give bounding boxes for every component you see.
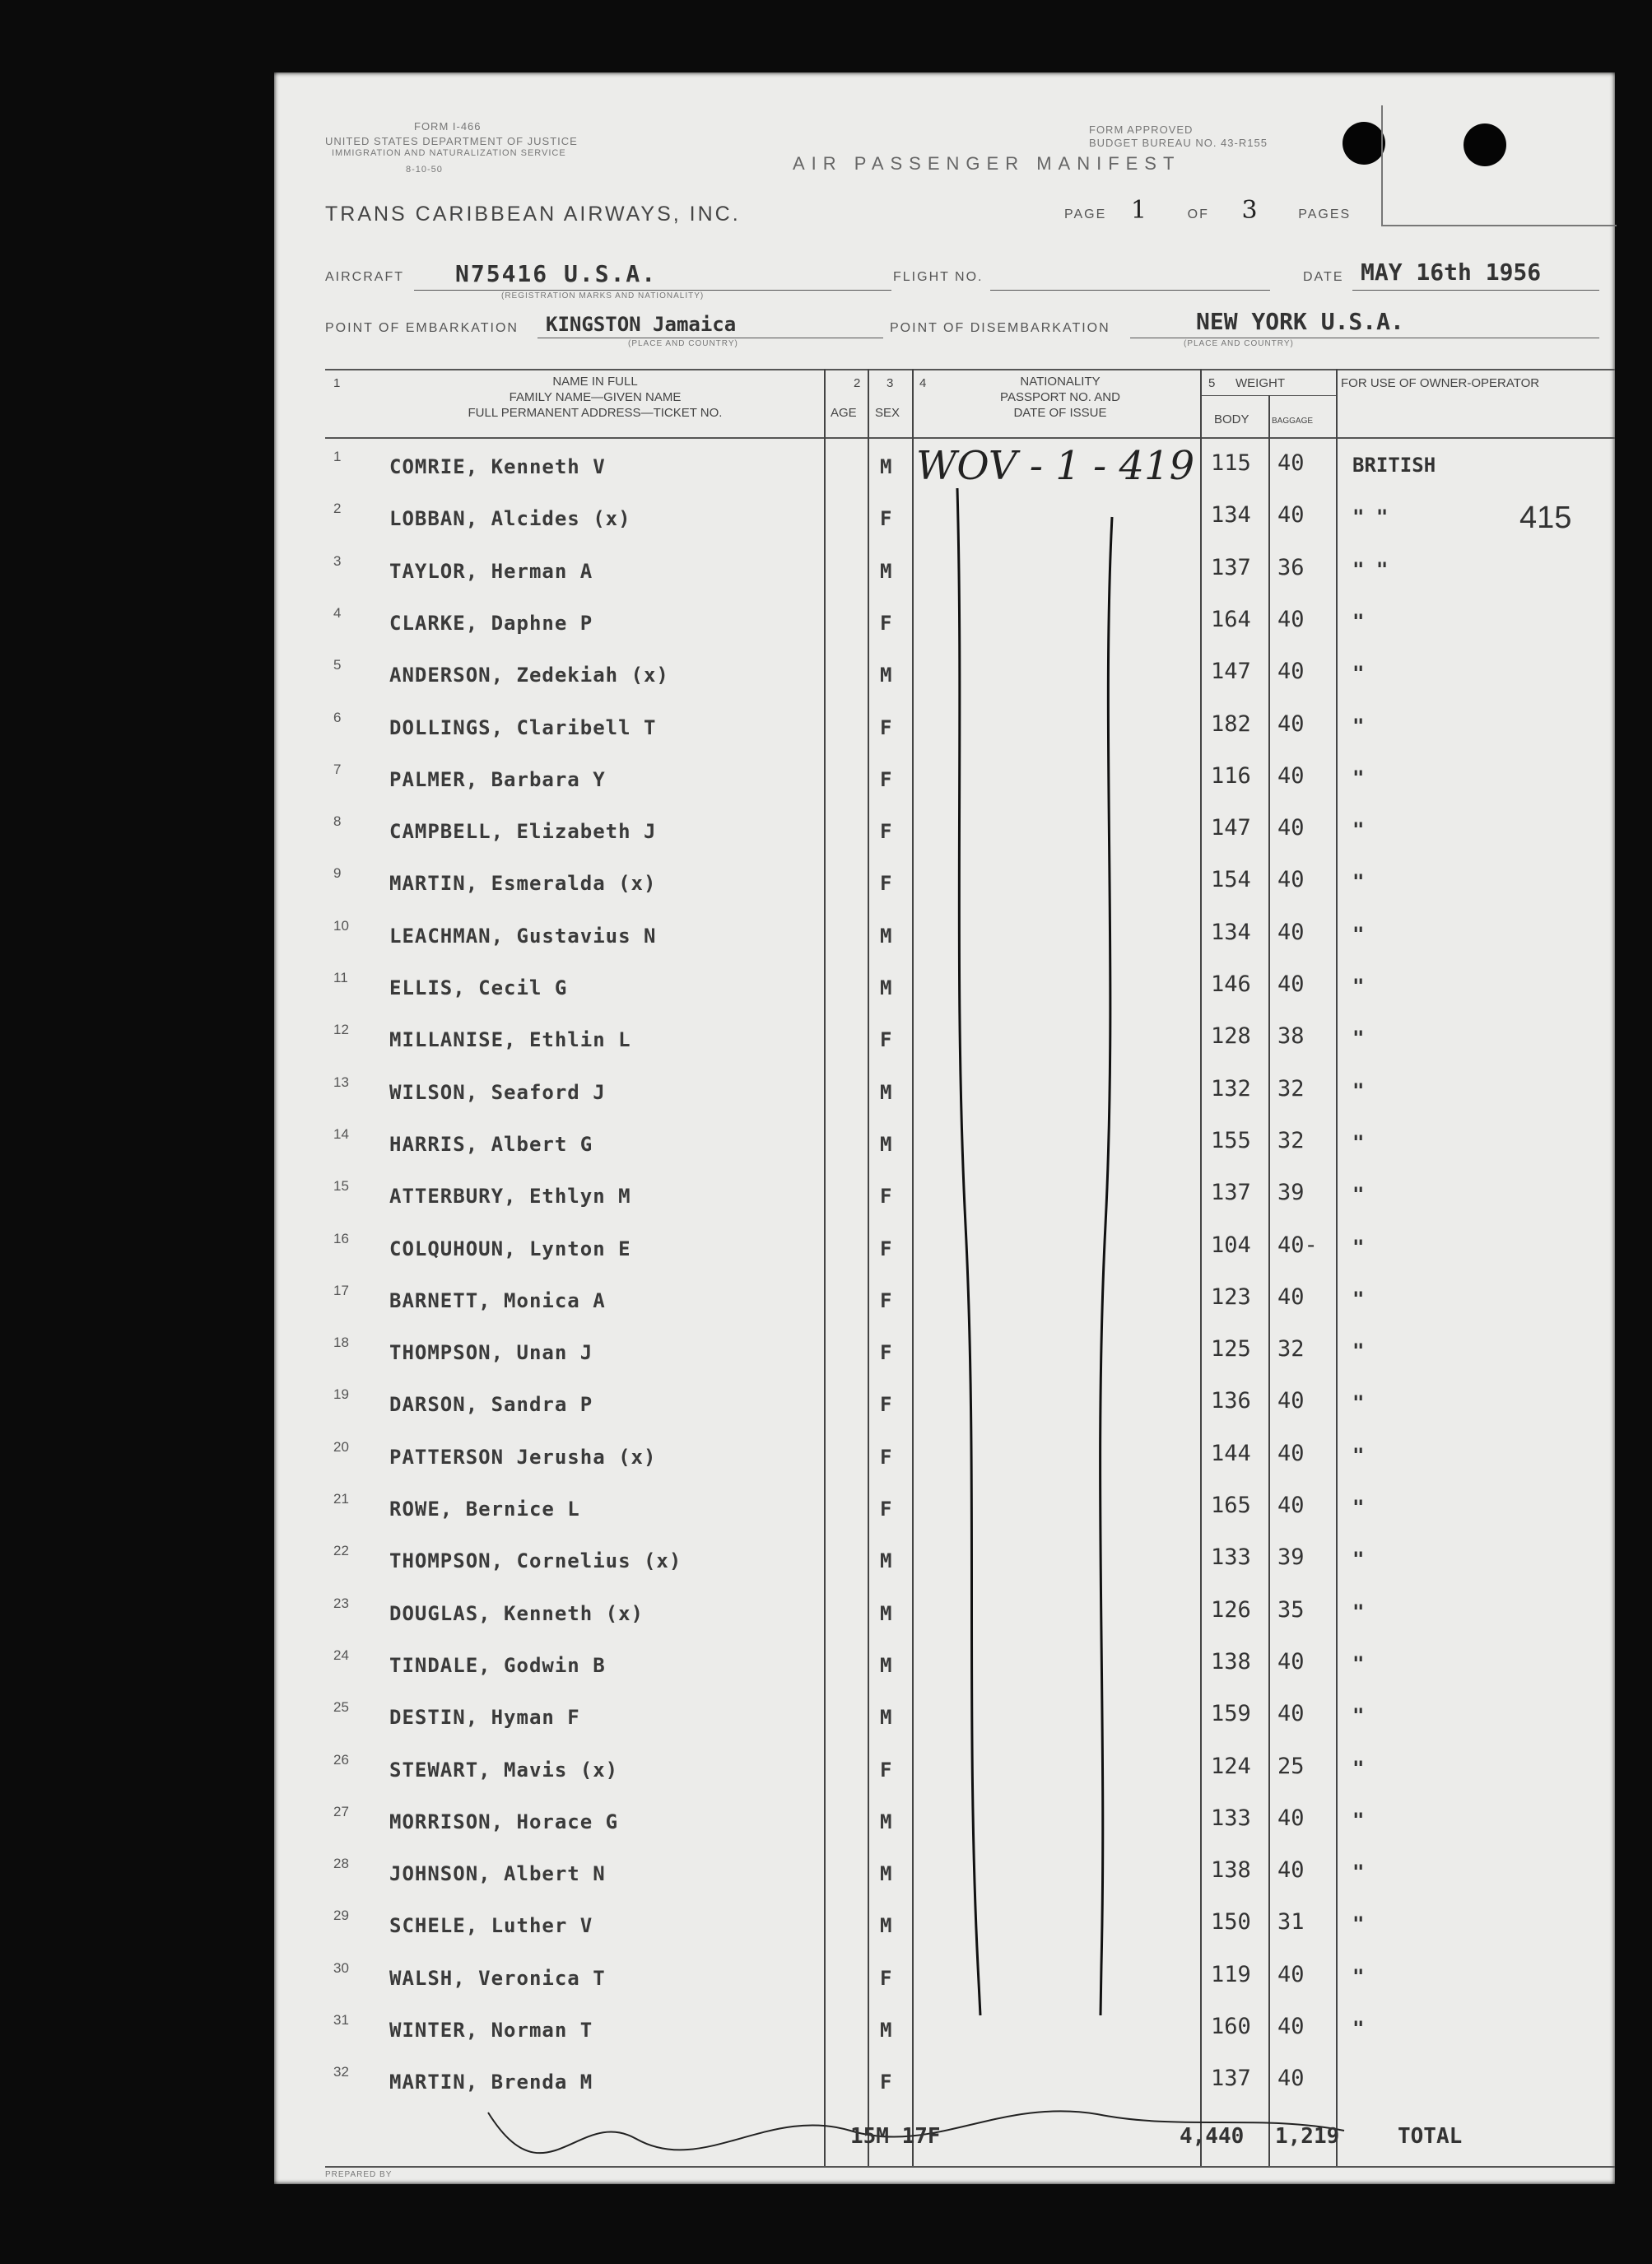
passenger-name: CAMPBELL, Elizabeth J: [389, 820, 657, 844]
baggage-weight: 35: [1277, 1596, 1305, 1623]
prepared-by-label: PREPARED BY: [325, 2170, 393, 2179]
owner-remark: ": [1352, 975, 1365, 998]
baggage-weight: 40: [1277, 2014, 1305, 2039]
passenger-sex: M: [880, 924, 892, 948]
passenger-sex: F: [880, 1758, 892, 1782]
passenger-sex: F: [880, 820, 892, 844]
owner-remark: ": [1352, 662, 1365, 686]
owner-remark: ": [1352, 1027, 1365, 1050]
passenger-sex: M: [880, 1862, 892, 1886]
owner-remark: ": [1352, 1912, 1365, 1936]
form-title: AIR PASSENGER MANIFEST: [793, 153, 1181, 174]
row-number: 24: [333, 1647, 349, 1663]
passenger-sex: F: [880, 1445, 892, 1469]
passenger-sex: F: [880, 1028, 892, 1052]
col5-body-header: BODY: [1214, 412, 1249, 426]
baggage-weight: 40: [1277, 450, 1305, 476]
row-number: 26: [333, 1751, 349, 1768]
passenger-name: COMRIE, Kenneth V: [389, 455, 606, 478]
body-weight: 104: [1211, 1232, 1251, 1258]
passenger-sex: M: [880, 1080, 892, 1104]
page-number: 1: [1130, 196, 1147, 225]
row-number: 25: [333, 1699, 349, 1716]
baggage-weight: 40: [1277, 606, 1305, 632]
row-number: 31: [333, 2012, 349, 2028]
col2-header: AGE: [831, 406, 857, 420]
baggage-weight: 40: [1277, 1440, 1305, 1466]
body-weight: 134: [1211, 502, 1251, 529]
passenger-name: ROWE, Bernice L: [389, 1498, 580, 1521]
side-number: 415: [1519, 501, 1572, 535]
baggage-weight: 40: [1277, 762, 1305, 789]
row-number: 29: [333, 1908, 349, 1924]
baggage-weight: 40: [1277, 1648, 1305, 1675]
passenger-sex: M: [880, 664, 892, 687]
passenger-name: MARTIN, Brenda M: [389, 2071, 593, 2094]
passenger-name: PALMER, Barbara Y: [389, 767, 606, 791]
passenger-sex: M: [880, 976, 892, 999]
owner-remark: ": [1352, 1861, 1365, 1884]
owner-remark: ": [1352, 1078, 1365, 1102]
col5-baggage-header: BAGGAGE: [1272, 417, 1314, 426]
baggage-weight: 40: [1277, 1857, 1305, 1884]
passenger-name: STEWART, Mavis (x): [389, 1758, 619, 1782]
row-number: 7: [333, 761, 342, 777]
body-weight: 144: [1211, 1440, 1251, 1466]
passenger-sex: F: [880, 1966, 892, 1990]
baggage-weight: 25: [1277, 1753, 1305, 1779]
body-weight: 147: [1211, 659, 1251, 685]
owner-remark: ": [1352, 1808, 1365, 1832]
passenger-name: JOHNSON, Albert N: [389, 1862, 606, 1886]
passenger-sex: F: [880, 1288, 892, 1312]
passenger-sex: M: [880, 1653, 892, 1677]
baggage-weight-total: 1,219: [1275, 2124, 1340, 2149]
passenger-name: HARRIS, Albert G: [389, 1132, 593, 1156]
owner-remark: ": [1352, 922, 1365, 946]
col2-number: 2: [854, 376, 861, 390]
body-weight: 159: [1211, 1701, 1251, 1727]
col5-header: WEIGHT: [1236, 376, 1285, 390]
owner-remark: ": [1352, 1496, 1365, 1519]
date-label: DATE: [1303, 270, 1344, 284]
form-date-code: 8-10-50: [406, 165, 443, 175]
passenger-sex: M: [880, 559, 892, 583]
passenger-sex: F: [880, 1498, 892, 1521]
passenger-name: TAYLOR, Herman A: [389, 559, 593, 583]
flight-label: FLIGHT NO.: [893, 270, 984, 284]
baggage-weight: 40: [1277, 1283, 1305, 1310]
passenger-sex: F: [880, 872, 892, 896]
body-weight: 119: [1211, 1961, 1251, 1987]
body-weight: 147: [1211, 815, 1251, 841]
passenger-name: THOMPSON, Unan J: [389, 1341, 593, 1365]
passenger-name: ANDERSON, Zedekiah (x): [389, 664, 669, 687]
row-number: 22: [333, 1543, 349, 1559]
body-weight: 150: [1211, 1909, 1251, 1936]
passenger-sex: F: [880, 1393, 892, 1417]
passenger-name: MORRISON, Horace G: [389, 1810, 619, 1833]
passenger-sex: M: [880, 455, 892, 478]
handwritten-brace-lines: [274, 72, 1615, 2184]
owner-remark: ": [1352, 870, 1365, 894]
row-number: 3: [333, 552, 342, 569]
owner-remark: ": [1352, 1130, 1365, 1154]
col4-header-line3: DATE OF ISSUE: [1013, 406, 1107, 420]
body-weight: 165: [1211, 1493, 1251, 1518]
row-number: 27: [333, 1803, 349, 1819]
col3-header: SEX: [875, 406, 900, 420]
page-label: PAGE: [1064, 207, 1107, 221]
row-number: 19: [333, 1386, 349, 1403]
baggage-weight: 32: [1277, 1127, 1305, 1153]
row-number: 2: [333, 501, 342, 517]
baggage-weight: 40: [1277, 1493, 1305, 1518]
body-weight: 136: [1211, 1388, 1251, 1414]
col5-number: 5: [1208, 376, 1216, 390]
body-weight: 124: [1211, 1753, 1251, 1779]
col3-number: 3: [886, 376, 894, 390]
passenger-name: LOBBAN, Alcides (x): [389, 507, 631, 531]
body-weight: 160: [1211, 2014, 1251, 2039]
col1-number: 1: [333, 376, 341, 390]
passenger-name: CLARKE, Daphne P: [389, 611, 593, 635]
passenger-name: DESTIN, Hyman F: [389, 1706, 580, 1730]
aircraft-label: AIRCRAFT: [325, 270, 404, 284]
owner-remark: BRITISH: [1352, 454, 1436, 477]
handwritten-code: WOV - 1 - 419: [916, 443, 1195, 489]
row-number: 13: [333, 1074, 349, 1090]
baggage-weight: 38: [1277, 1023, 1305, 1050]
passenger-name: THOMPSON, Cornelius (x): [389, 1549, 682, 1573]
baggage-weight: 40: [1277, 2066, 1305, 2092]
body-weight: 138: [1211, 1857, 1251, 1884]
col1-header-line2: FAMILY NAME—GIVEN NAME: [509, 390, 682, 404]
baggage-weight: 39: [1277, 1544, 1305, 1571]
owner-remark: ": [1352, 609, 1365, 633]
aircraft-sub: (REGISTRATION MARKS AND NATIONALITY): [501, 291, 705, 300]
baggage-weight: 40: [1277, 1805, 1305, 1831]
baggage-weight: 40: [1277, 971, 1305, 997]
department: UNITED STATES DEPARTMENT OF JUSTICE: [325, 135, 578, 147]
owner-remark: ": [1352, 766, 1365, 790]
row-number: 23: [333, 1595, 349, 1611]
row-number: 1: [333, 449, 342, 464]
passenger-name: DARSON, Sandra P: [389, 1393, 593, 1417]
total-pages: 3: [1241, 196, 1258, 225]
passenger-sex: M: [880, 1601, 892, 1625]
row-number: 20: [333, 1438, 349, 1455]
disembarkation-value: NEW YORK U.S.A.: [1196, 308, 1404, 335]
baggage-weight: 40: [1277, 1961, 1305, 1987]
passenger-sex: M: [880, 1914, 892, 1938]
passenger-name: ATTERBURY, Ethlyn M: [389, 1185, 631, 1209]
pages-label: PAGES: [1298, 207, 1352, 221]
owner-remark: ": [1352, 1391, 1365, 1415]
passenger-sex: F: [880, 611, 892, 635]
row-number: 11: [333, 970, 348, 985]
passenger-sex: F: [880, 1237, 892, 1260]
col1-header-line1: NAME IN FULL: [552, 375, 638, 389]
row-number: 32: [333, 2064, 349, 2080]
owner-remark: ": [1352, 2017, 1365, 2040]
body-weight: 132: [1211, 1075, 1251, 1102]
carrier-name: TRANS CARIBBEAN AIRWAYS, INC.: [325, 203, 741, 226]
body-weight: 134: [1211, 919, 1251, 945]
body-weight: 138: [1211, 1648, 1251, 1675]
baggage-weight: 32: [1277, 1336, 1305, 1363]
body-weight: 116: [1211, 762, 1251, 789]
row-number: 4: [333, 604, 342, 621]
baggage-weight: 36: [1277, 554, 1305, 580]
row-number: 10: [333, 917, 349, 934]
body-weight: 128: [1211, 1023, 1251, 1050]
embarkation-sub: (PLACE AND COUNTRY): [628, 339, 738, 348]
body-weight: 146: [1211, 971, 1251, 997]
owner-remark: ": [1352, 1443, 1365, 1467]
body-weight: 155: [1211, 1127, 1251, 1153]
owner-remark: ": [1352, 1964, 1365, 1988]
passenger-name: DOLLINGS, Claribell T: [389, 715, 657, 739]
baggage-weight: 40: [1277, 502, 1305, 529]
row-number: 16: [333, 1230, 349, 1246]
owner-remark: ": [1352, 1235, 1365, 1259]
owner-remark: " ": [1352, 557, 1389, 581]
owner-remark: " ": [1352, 505, 1389, 529]
baggage-weight: 40: [1277, 1388, 1305, 1414]
row-number: 8: [333, 813, 342, 830]
passenger-name: ELLIS, Cecil G: [389, 976, 568, 999]
owner-remark: ": [1352, 818, 1365, 842]
passenger-name: DOUGLAS, Kenneth (x): [389, 1601, 644, 1625]
disembarkation-label: POINT OF DISEMBARKATION: [890, 321, 1110, 335]
owner-remark: ": [1352, 1287, 1365, 1311]
body-weight: 123: [1211, 1283, 1251, 1310]
owner-remark: ": [1352, 1339, 1365, 1363]
baggage-weight: 40: [1277, 659, 1305, 685]
body-weight: 137: [1211, 2066, 1251, 2092]
body-weight: 133: [1211, 1805, 1251, 1831]
body-weight: 133: [1211, 1544, 1251, 1571]
baggage-weight: 32: [1277, 1075, 1305, 1102]
body-weight: 126: [1211, 1596, 1251, 1623]
row-number: 18: [333, 1335, 349, 1351]
owner-remark: ": [1352, 1548, 1365, 1572]
body-weight-total: 4,440: [1180, 2124, 1245, 2149]
baggage-weight: 40: [1277, 815, 1305, 841]
passenger-sex: M: [880, 1549, 892, 1573]
passenger-sex: M: [880, 2019, 892, 2042]
owner-remark: ": [1352, 714, 1365, 738]
passenger-name: SCHELE, Luther V: [389, 1914, 593, 1938]
body-weight: 115: [1211, 450, 1251, 476]
row-number: 28: [333, 1856, 349, 1872]
passenger-name: LEACHMAN, Gustavius N: [389, 924, 657, 948]
passenger-sex: M: [880, 1810, 892, 1833]
passenger-sex: F: [880, 1185, 892, 1209]
form-number: FORM I-466: [414, 120, 482, 133]
owner-remark: ": [1352, 1756, 1365, 1780]
date-value: MAY 16th 1956: [1361, 259, 1542, 286]
body-weight: 137: [1211, 554, 1251, 580]
row-number: 21: [333, 1491, 349, 1507]
col6-header: FOR USE OF OWNER-OPERATOR: [1341, 376, 1540, 390]
body-weight: 164: [1211, 606, 1251, 632]
body-weight: 182: [1211, 710, 1251, 737]
passenger-sex: F: [880, 1341, 892, 1365]
service: IMMIGRATION AND NATURALIZATION SERVICE: [332, 148, 566, 158]
passenger-name: MILLANISE, Ethlin L: [389, 1028, 631, 1052]
baggage-weight: 39: [1277, 1180, 1305, 1206]
body-weight: 125: [1211, 1336, 1251, 1363]
passenger-sex: F: [880, 715, 892, 739]
manifest-sheet: [274, 72, 1615, 2184]
passenger-name: WILSON, Seaford J: [389, 1080, 606, 1104]
passenger-sex: M: [880, 1132, 892, 1156]
row-number: 30: [333, 1959, 349, 1976]
baggage-weight: 40: [1277, 1701, 1305, 1727]
table-bottom-rule: [325, 2166, 1615, 2168]
passenger-sex: M: [880, 1706, 892, 1730]
of-label: OF: [1187, 207, 1209, 221]
embarkation-label: POINT OF EMBARKATION: [325, 321, 519, 335]
baggage-weight: 40-: [1277, 1232, 1318, 1258]
col1-header-line3: FULL PERMANENT ADDRESS—TICKET NO.: [468, 406, 723, 420]
col4-header-line2: PASSPORT NO. AND: [1000, 390, 1120, 404]
sex-totals: 15M 17F: [850, 2124, 941, 2149]
col4-header-line1: NATIONALITY: [1020, 375, 1101, 389]
passenger-sex: F: [880, 2071, 892, 2094]
row-number: 14: [333, 1125, 349, 1142]
passenger-name: MARTIN, Esmeralda (x): [389, 872, 657, 896]
passenger-name: BARNETT, Monica A: [389, 1288, 606, 1312]
embarkation-value: KINGSTON Jamaica: [546, 313, 737, 336]
row-number: 5: [333, 657, 342, 673]
owner-remark: ": [1352, 1600, 1365, 1623]
row-number: 6: [333, 709, 342, 725]
disembarkation-sub: (PLACE AND COUNTRY): [1184, 339, 1294, 348]
row-number: 15: [333, 1178, 349, 1195]
baggage-weight: 40: [1277, 919, 1305, 945]
baggage-weight: 40: [1277, 867, 1305, 893]
passenger-name: WALSH, Veronica T: [389, 1966, 606, 1990]
row-number: 17: [333, 1282, 349, 1298]
owner-remark: ": [1352, 1704, 1365, 1728]
total-label: TOTAL: [1398, 2124, 1463, 2149]
owner-remark: ": [1352, 1651, 1365, 1675]
passenger-name: WINTER, Norman T: [389, 2019, 593, 2042]
passenger-sex: F: [880, 767, 892, 791]
row-number: 9: [333, 865, 342, 882]
baggage-weight: 40: [1277, 710, 1305, 737]
aircraft-value: N75416 U.S.A.: [455, 260, 658, 287]
row-number: 12: [333, 1022, 349, 1038]
passenger-name: PATTERSON Jerusha (x): [389, 1445, 657, 1469]
budget-bureau: BUDGET BUREAU NO. 43-R155: [1089, 137, 1268, 149]
passenger-sex: F: [880, 507, 892, 531]
col4-number: 4: [919, 376, 927, 390]
body-weight: 137: [1211, 1180, 1251, 1206]
form-approved: FORM APPROVED: [1089, 123, 1194, 136]
body-weight: 154: [1211, 867, 1251, 893]
passenger-name: COLQUHOUN, Lynton E: [389, 1237, 631, 1260]
baggage-weight: 31: [1277, 1909, 1305, 1936]
owner-remark: ": [1352, 1183, 1365, 1207]
passenger-name: TINDALE, Godwin B: [389, 1653, 606, 1677]
